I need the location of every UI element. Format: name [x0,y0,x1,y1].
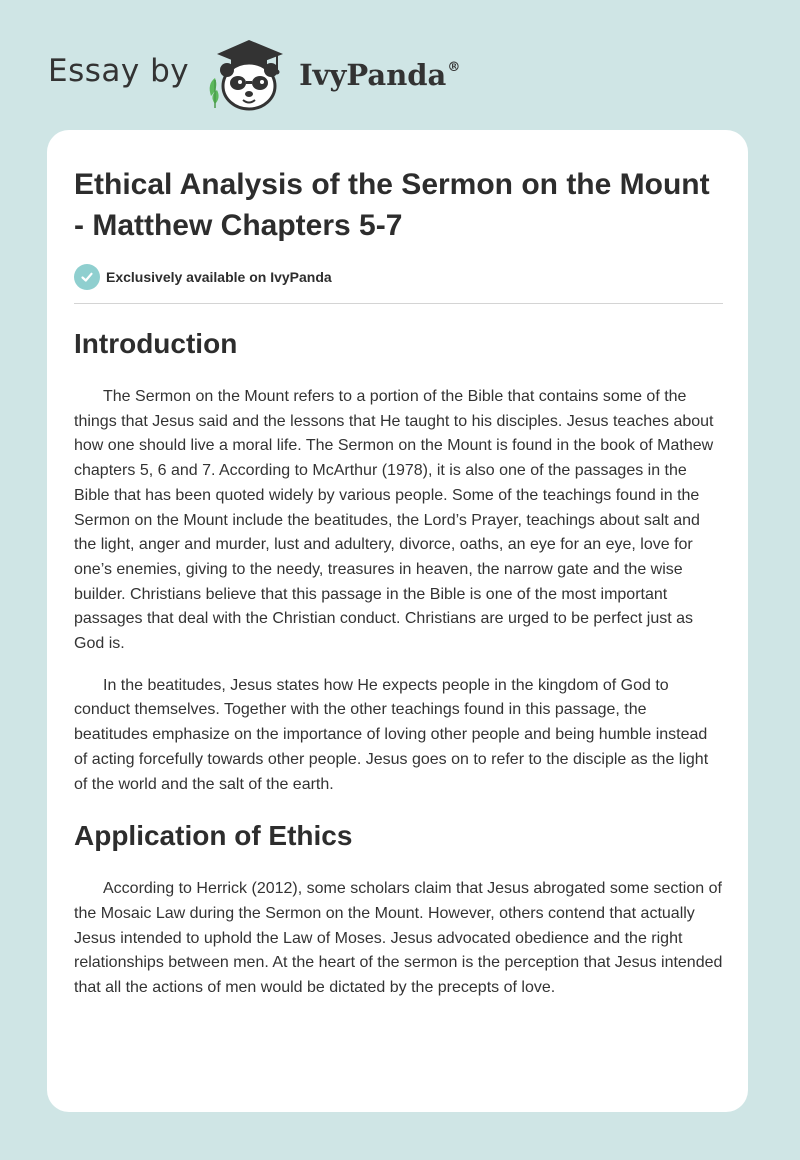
paragraph: According to Herrick (2012), some scholars claim that Jesus abrogated some section of the Mosaic Law during the Sermon on the Mount. However, others contend that actually Jesus intended to uphold the Law of Moses. Jesus advocated obedience and the right relationships between men. At the heart of the sermon is the perception that Jesus intended that all the actions of men would be dictated by the precepts of love. [74,880,723,997]
site-header [48,34,460,114]
paragraph: The Sermon on the Mount refers to a portion of the Bible that contains some of the things that Jesus said and the lessons that He taught to his disciples. Jesus teaches about how one should live a moral life. The Sermon on the Mount is found in the book of Mathew chapters 5, 6 and 7. According to McArthur (1978), it is also one of the passages in the Bible that has been quoted widely by various people. Some of the teachings found in the Sermon on the Mount include the beatitudes, the Lord’s Prayer, teachings about salt and the light, anger and murder, lust and adultery, divorce, oaths, an eye for an eye, love for one’s enemies, giving to the needy, treasures in heaven, the narrow gate and the wise builder. Christians believe that this passage in the Bible is one of the most important passages that deal with the Christian conduct. Christians are urged to be perfect just as God is. [74,388,714,653]
registered-mark: ® [447,60,461,75]
divider [74,303,723,304]
page-title: Ethical Analysis of the Sermon on the Mount - Matthew Chapters 5-7 [74,168,710,242]
brand-text: IvyPanda [299,58,447,92]
essay-card [47,130,748,1112]
essay-body [74,326,724,1001]
section-heading-introduction: Introduction [74,328,238,359]
section-heading-application-of-ethics: Application of Ethics [74,820,353,852]
brand-name[interactable] [299,58,460,92]
essay-by-label: Essay by [48,53,190,89]
check-icon [74,264,100,290]
panda-logo-icon[interactable] [203,34,295,114]
exclusive-label: Exclusively available on IvyPanda [106,269,332,285]
exclusive-badge [74,264,332,290]
paragraph: In the beatitudes, Jesus states how He expects people in the kingdom of God to conduct themselves. Together with the other teachings found in this passage, the beatitudes emphasize on the importance of loving other people and being humble instead of acting forcefully towards other people. Jesus goes on to refer to the disciple as the light of the world and the salt of the earth. [74,676,709,793]
